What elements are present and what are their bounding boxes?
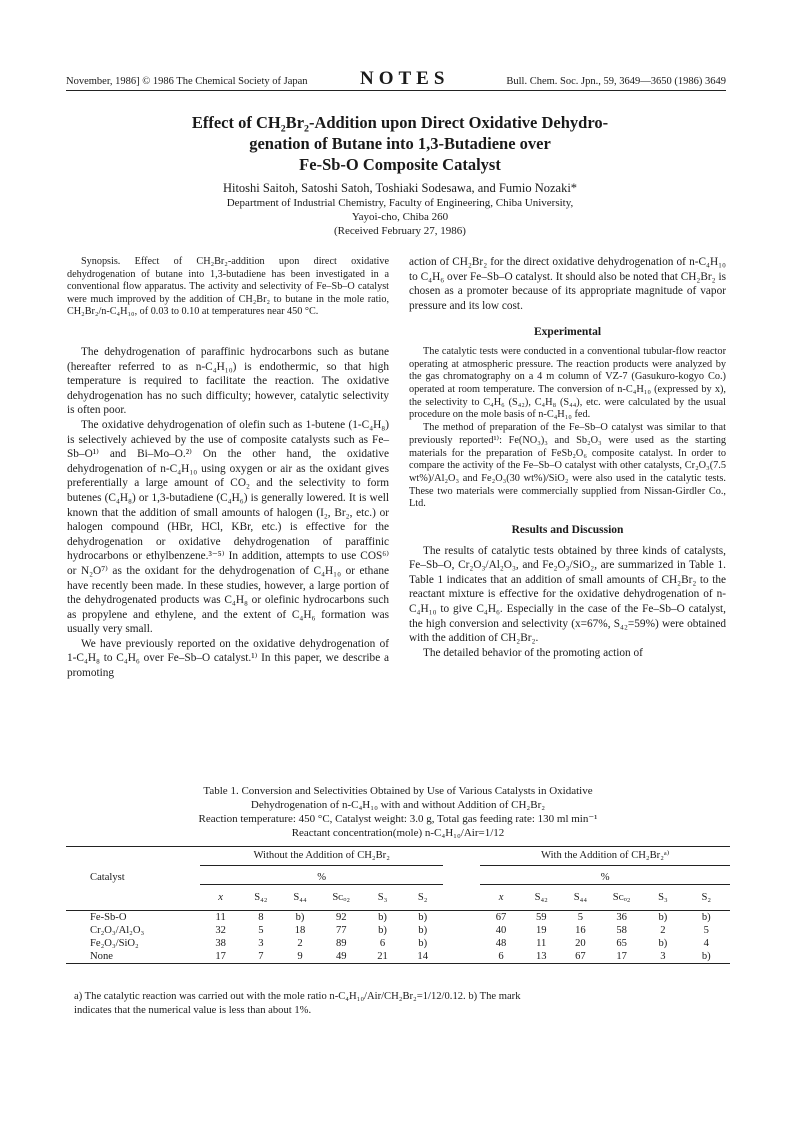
table-cell: 21: [363, 950, 402, 964]
received-date: (Received February 27, 1986): [334, 225, 466, 237]
table-cell: 2: [297, 938, 303, 949]
table-cell: 3: [258, 938, 264, 949]
table-cell: 67: [480, 911, 521, 925]
table-cell: 58: [616, 925, 627, 936]
table-row: [66, 950, 730, 964]
col-header: S₄₂: [522, 885, 561, 911]
table-group-header: [66, 848, 730, 866]
affiliation: [100, 196, 700, 238]
table-cell: b): [378, 925, 387, 936]
table-cell: b): [682, 911, 730, 925]
table-cell: 6: [480, 950, 521, 964]
table-cell: 6: [379, 938, 386, 949]
title-line-3: Fe-Sb-O Composite Catalyst: [299, 155, 501, 174]
results-paragraph-1: The results of catalytic tests obtained by three kinds of catalysts, Fe–Sb–O, Cr₂O₃/Al₂O₃, and Fe₂O₃/SiO₂, are summarized in Table 1. Table 1 indicates that an addition of small amounts of CH₂Br₂ to the reactant mixture is effective for the oxidative dehydrogenation of n-C₄H₁₀ to give C₄H₆. Especially in the case of the Fe–Sb–O catalyst, the high conversion and selectivity (x=67%, S₄₂=59%) were obtained with the addition of CH₂Br₂.: [409, 544, 726, 645]
table-cell: 17: [600, 950, 643, 964]
table-footnote: [74, 990, 724, 1018]
table-cell: b): [280, 911, 319, 925]
experimental-section: [409, 346, 726, 511]
col-header: S₂: [402, 885, 443, 911]
table-caption-line-4: Reactant concentration(mole) n-C₄H₁₀/Air=1/12: [291, 827, 505, 839]
table-row: [66, 937, 730, 950]
table-cell: b): [682, 950, 730, 964]
intro-paragraph-3: We have previously reported on the oxidative dehydrogenation of 1-C₄H₈ to C₄H₆ over Fe–Sb–O catalyst.¹⁾ In this paper, we describe a promoting: [67, 637, 389, 680]
header-left: November, 1986] © 1986 The Chemical Society of Japan: [66, 76, 308, 87]
table-caption-line-2: Dehydrogenation of n-C₄H₁₀ with and without Addition of CH₂Br₂: [250, 799, 546, 811]
experimental-paragraph-2: The method of preparation of the Fe–Sb–O catalyst was similar to that previously reported¹⁾: Fe(NO₃)₃ and Sb₂O₃ were used as the starting materials for the preparation of FeSb₂O₆ composite catalyst. In order to compare the activity of the Fe–Sb–O catalyst with other catalysts, Cr₂O₃(7.5 wt%)/Al₂O₃ and Fe₂O₃(30 wt%)/SiO₂ were also used in the catalytic tests. These two materials were commercially supplied from Nissan-Girdler Co., Ltd.: [409, 422, 726, 510]
table-percent-row: [66, 866, 730, 885]
col-header: S₄₄: [280, 885, 319, 911]
right-column: [409, 255, 726, 660]
title-line-2: genation of Butane into 1,3-Butadiene over: [249, 134, 551, 153]
table-cell: b): [418, 938, 428, 949]
col-header: S₃: [363, 885, 402, 911]
table-cell: 32: [215, 925, 226, 936]
table-caption-line-1: Table 1. Conversion and Selectivities Obtained by Use of Various Catalysts in Oxidative: [203, 785, 593, 797]
synopsis-text: Synopsis. Effect of CH₂Br₂-addition upon direct oxidative dehydrogenation of butane into 1,3-butadiene has been investigated in a conventional flow apparatus. The activity and selectivity of Fe–Sb–O catalyst were much improved by the addition of CH₂Br₂ to butane in the mole ratio, CH₂Br₂/n-C₄H₁₀, of 0.03 to 0.10 at temperatures near 450 °C.: [67, 256, 389, 318]
affiliation-line-2: Yayoi-cho, Chiba 260: [351, 211, 449, 223]
table-cell: 40: [495, 925, 507, 936]
table-cell: 18: [294, 925, 306, 936]
affiliation-line-1: Department of Industrial Chemistry, Faculty of Engineering, Chiba University,: [226, 197, 574, 209]
table-cell: 3: [643, 950, 682, 964]
table-caption: [66, 784, 730, 840]
footnote-line-1: a) The catalytic reaction was carried out with the mole ratio n-C₄H₁₀/Air/CH₂Br₂=1/12/0.12. b) The mark: [74, 991, 521, 1002]
authors: Hitoshi Saitoh, Satoshi Satoh, Toshiaki Sodesawa, and Fumio Nozaki*: [222, 181, 578, 195]
table-cell: 8: [241, 911, 280, 925]
table-cell: 92: [320, 911, 363, 925]
col-header: x: [200, 885, 241, 911]
synopsis: [67, 256, 389, 319]
table-cell: 5: [258, 925, 264, 936]
table-row: [66, 911, 730, 925]
experimental-paragraph-1: The catalytic tests were conducted in a conventional tubular-flow reactor operating at atmospheric pressure. The reaction products were analyzed by the gas chromatography on a 4 m column of VZ-7 (Gasukuro-kogyo Co.) operated at room temperature. The conversion of n-C₄H₁₀ (expressed by x), the selectivity to C₄H₆ (S₄₂), C₄H₈ (S₄₄), etc. were calculated by the usual procedure on the mole basis of n-C₄H₁₀ fed.: [409, 345, 726, 421]
intro-continued: action of CH₂Br₂ for the direct oxidative dehydrogenation of n-C₄H₁₀ to C₄H₆ over Fe–Sb–O catalyst. It should also be noted that CH₂Br₂ is chosen as a promoter because of its appropriate magnitude of vapor pressure and its low cost.: [409, 256, 726, 312]
table-cell: 59: [522, 911, 561, 925]
table-cell: b): [658, 938, 668, 949]
table-cell: 48: [495, 938, 507, 949]
percent-without: %: [200, 866, 443, 885]
left-column: [67, 345, 389, 681]
table-cell: 19: [535, 925, 547, 936]
col-header: S₃: [643, 885, 682, 911]
table-cell: 20: [575, 938, 586, 949]
col-header: S₄₄: [561, 885, 600, 911]
group-with: With the Addition of CH₂Br₂ᵃ⁾: [541, 850, 670, 861]
table-cell: 38: [215, 938, 226, 949]
table-column-header: [66, 885, 730, 911]
table-cell: 11: [200, 911, 241, 925]
intro-paragraph-1: The dehydrogenation of paraffinic hydrocarbons such as butane (hereafter referred to as n-C₄H₁₀) is endothermic, so that high temperature is required to facilitate the reaction. The oxidative dehydrogenation has no such difficulty; however, catalytic selectivity is often poor.: [67, 346, 389, 417]
table-row: [66, 924, 730, 937]
table-cell: 89: [335, 938, 347, 949]
table-cell: 36: [600, 911, 643, 925]
catalyst-name-cell: Fe-Sb-O: [66, 911, 200, 925]
paper-title: [100, 112, 700, 175]
col-header: x: [480, 885, 521, 911]
col-header: Sᴄₒ₂: [600, 885, 643, 911]
table-body: [66, 911, 730, 964]
header-rule: [66, 90, 726, 91]
group-without: Without the Addition of CH₂Br₂: [253, 849, 390, 861]
col-header: S₄₂: [241, 885, 280, 911]
catalyst-name-cell: None: [66, 950, 200, 964]
intro-paragraph-2: The oxidative dehydrogenation of olefin such as 1-butene (1-C₄H₈) is selectively achieved by the use of composite catalysts such as Fe–Sb–O¹⁾ and Bi–Mo–O.²⁾ On the other hand, the oxidative dehydrogenation of n-C₄H₁₀ using oxygen or air as the oxidant gives preferentially a large amount of CO₂ and the selectivity to form butenes (C₄H₈) or 1,3-butadiene (C₄H₆) is generally lowered. It is well known that the addition of small amounts of halogen (I₂, Br₂, etc.) or halogen compound (HBr, HCl, KBr, etc.) is effective for the dehydrogenation or oxidative dehydrogenation of paraffinic hydrocarbons or ethylbenzene.³⁻⁵⁾ In addition, attempts to use COS⁶⁾ or N₂O⁷⁾ as the oxidant for the dehydrogenation of C₄H₁₀ or ethane have recently been made. In these studies, however, a large portion of the dehydrogenated products was C₄H₈ or olefinic hydrocarbons such as propylene and ethylene, and the extent of C₄H₆ formation was usually very small.: [67, 418, 389, 636]
results-heading: Results and Discussion: [511, 524, 624, 537]
data-table: [66, 848, 730, 964]
table-cell: 5: [703, 925, 709, 936]
table-cell: 13: [522, 950, 561, 964]
table-cell: 9: [280, 950, 319, 964]
title-line-1: Effect of CH₂Br₂-Addition upon Direct Oxidative Dehydro-: [191, 113, 609, 132]
table-cell: 49: [320, 950, 363, 964]
table-cell: b): [418, 925, 428, 936]
catalyst-name-cell: Fe₂O₃/SiO₂: [90, 938, 139, 949]
table-cell: 16: [575, 925, 586, 936]
table-cell: 2: [660, 925, 666, 936]
table-cell: b): [363, 911, 402, 925]
table-cell: 14: [402, 950, 443, 964]
table-cell: 67: [561, 950, 600, 964]
percent-with: %: [480, 866, 730, 885]
table-cell: 7: [241, 950, 280, 964]
table-cell: 65: [616, 938, 627, 949]
experimental-heading: Experimental: [533, 326, 602, 339]
col-header: Sᴄₒ₂: [320, 885, 363, 911]
table-cell: 5: [561, 911, 600, 925]
catalyst-header: Catalyst: [90, 872, 125, 883]
table-top-rule: [66, 846, 730, 847]
catalyst-name-cell: Cr₂O₃/Al₂O₃: [90, 925, 145, 936]
results-paragraph-2: The detailed behavior of the promoting action of: [423, 646, 643, 659]
table-cell: b): [402, 911, 443, 925]
table-caption-line-3: Reaction temperature: 450 °C, Catalyst weight: 3.0 g, Total gas feeding rate: 130 ml min⁻¹: [198, 813, 598, 825]
header-right: Bull. Chem. Soc. Jpn., 59, 3649—3650 (1986) 3649: [506, 76, 726, 87]
table-cell: 17: [200, 950, 241, 964]
footnote-line-2: indicates that the numerical value is less than about 1%.: [74, 1005, 312, 1016]
table-cell: b): [643, 911, 682, 925]
table-cell: 11: [536, 938, 547, 949]
table-cell: 77: [335, 925, 347, 936]
table-cell: 4: [703, 938, 709, 949]
running-header: [66, 68, 726, 92]
header-notes: NOTES: [360, 68, 450, 89]
col-header: S₂: [682, 885, 730, 911]
